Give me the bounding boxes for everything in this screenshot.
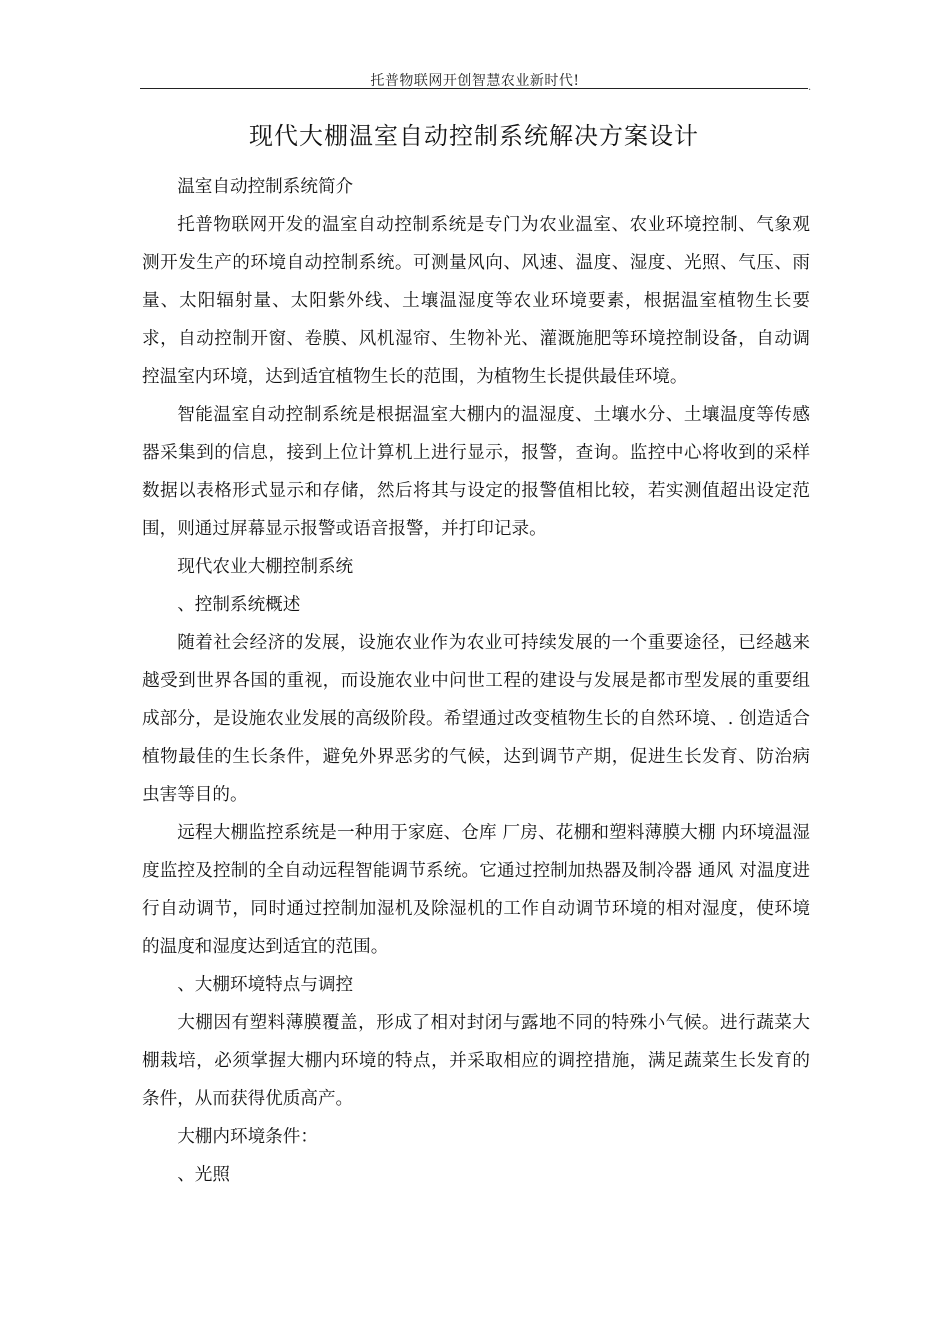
page-header: 托普物联网开创智慧农业新时代! <box>370 73 580 89</box>
sub-heading: 、大棚环境特点与调控 <box>177 975 354 995</box>
document-title: 现代大棚温室自动控制系统解决方案设计 <box>249 122 699 150</box>
sub-heading: 、光照 <box>177 1165 230 1185</box>
sub-heading: 、控制系统概述 <box>177 595 301 615</box>
header-mark: . <box>808 82 812 93</box>
section-heading: 现代农业大棚控制系统 <box>177 557 354 577</box>
body-paragraph: 托普物联网开发的温室自动控制系统是专门为农业温室、农业环境控制、气象观测开发生产的环境自动控制系统。可测量风向、风速、温度、湿度、光照、气压、雨量、太阳辐射量、太阳紫外线、土壤温湿度等农业环境要素，根据温室植物生长要求，自动控制开窗、卷膜、风机湿帘、生物补光、灌溉施肥等环境控制设备，自动调控温室内环境，达到适宜植物生长的范围，为植物生长提供最佳环境。 <box>142 215 810 387</box>
body-paragraph: 随着社会经济的发展，设施农业作为农业可持续发展的一个重要途径，已经越来越受到世界各国的重视，而设施农业中问世工程的建设与发展是都市型发展的重要组成部分，是设施农业发展的高级阶段。希望通过改变植物生长的自然环境、. 创造适合植物最佳的生长条件，避免外界恶劣的气候，达到调节产期，促进生长发育、防治病虫害等目的。 <box>142 633 810 805</box>
body-paragraph: 大棚因有塑料薄膜覆盖，形成了相对封闭与露地不同的特殊小气候。进行蔬菜大棚栽培，必须掌握大棚内环境的特点，并采取相应的调控措施，满足蔬菜生长发育的条件，从而获得优质高产。 <box>142 1013 810 1109</box>
body-paragraph: 远程大棚监控系统是一种用于家庭、仓库 厂房、花棚和塑料薄膜大棚 内环境温湿度监控及控制的全自动远程智能调节系统。它通过控制加热器及制冷器 通风 对温度进行自动调节，同时通过控制加湿机及除湿机的工作自动调节环境的相对湿度，使环境的温度和湿度达到适宜的范围。 <box>142 823 810 957</box>
document-body <box>142 168 810 1194</box>
section-heading: 温室自动控制系统简介 <box>177 177 354 197</box>
header-divider <box>140 88 808 89</box>
body-paragraph: 智能温室自动控制系统是根据温室大棚内的温湿度、土壤水分、土壤温度等传感器采集到的信息，接到上位计算机上进行显示，报警，查询。监控中心将收到的采样数据以表格形式显示和存储，然后将其与设定的报警值相比较，若实测值超出设定范围，则通过屏幕显示报警或语音报警，并打印记录。 <box>142 405 810 539</box>
section-heading: 大棚内环境条件： <box>177 1127 318 1147</box>
